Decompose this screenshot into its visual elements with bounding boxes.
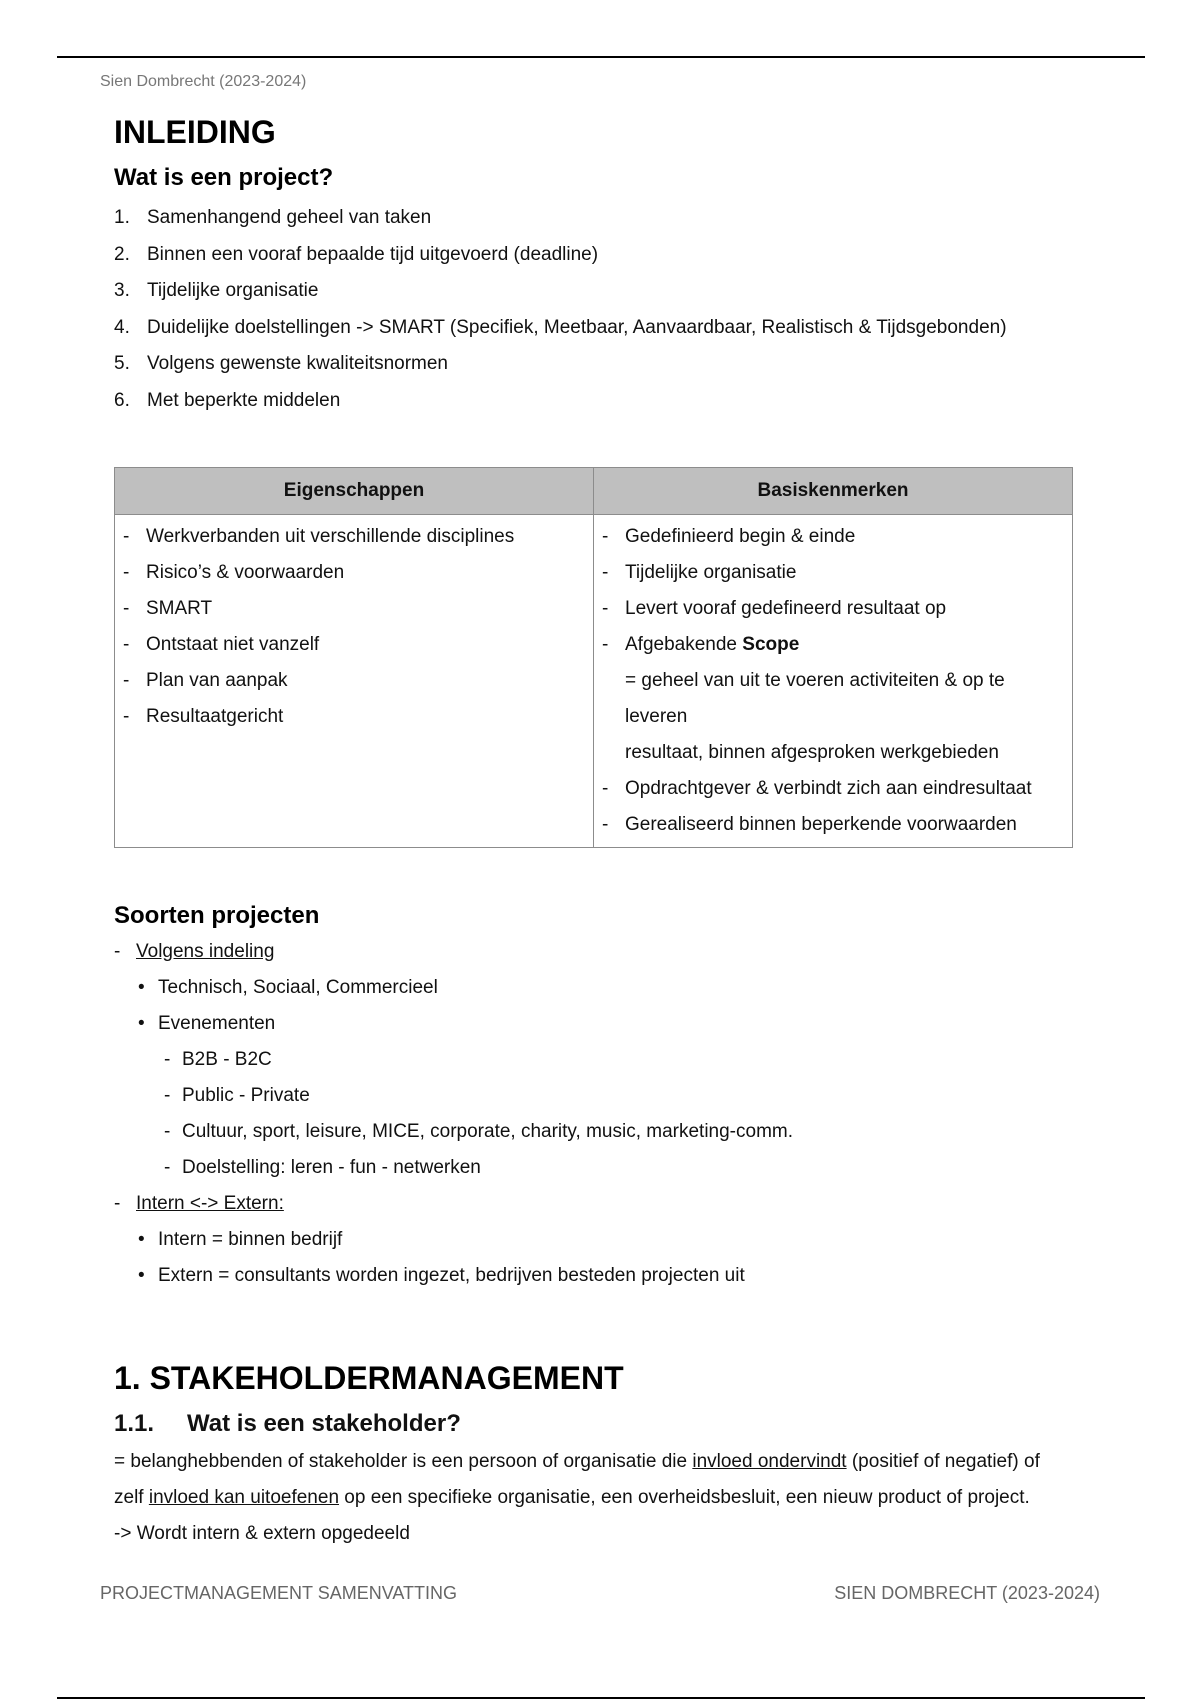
- list-item: - Volgens indeling: [114, 934, 1074, 970]
- list-item: - SMART: [123, 591, 587, 627]
- list-item: - Werkverbanden uit verschillende disciplines: [123, 519, 587, 555]
- basiskenmerken-cell: [594, 515, 1073, 848]
- footer-author: SIEN DOMBRECHT (2023-2024): [834, 1583, 1100, 1603]
- list-item: - Gedefinieerd begin & einde: [602, 519, 1066, 555]
- stakeholder-definition: = belanghebbenden of stakeholder is een persoon of organisatie die invloed ondervindt (positief of negatief) of zelf invloed kan uitoefenen op een specifieke organisatie, een overheidsbesluit, een nieuw product of project.: [114, 1451, 1040, 1508]
- stakeholder-note: -> Wordt intern & extern opgedeeld: [114, 1523, 410, 1544]
- list-item: - Tijdelijke organisatie: [602, 555, 1066, 591]
- section-title-stakeholdermanagement: 1. STAKEHOLDERMANAGEMENT: [114, 1360, 624, 1396]
- list-item: - Opdrachtgever & verbindt zich aan eindresultaat: [602, 771, 1066, 807]
- document-body: [114, 108, 1074, 1552]
- list-item: - Doelstelling: leren - fun - netwerken: [114, 1150, 1074, 1186]
- list-item: - Intern <-> Extern:: [114, 1186, 1074, 1222]
- list-item: • Evenementen: [114, 1006, 1074, 1042]
- list-item: • Technisch, Sociaal, Commercieel: [114, 970, 1074, 1006]
- subtitle-wat-is-een-stakeholder: 1.1. Wat is een stakeholder?: [114, 1410, 461, 1437]
- list-item: - Resultaatgericht: [123, 699, 587, 735]
- project-definition-list: [114, 200, 1074, 419]
- list-item: 6. Met beperkte middelen: [114, 389, 341, 411]
- list-item: - Cultuur, sport, leisure, MICE, corporate, charity, music, marketing-comm.: [114, 1114, 1074, 1150]
- list-item: 5. Volgens gewenste kwaliteitsnormen: [114, 353, 449, 374]
- list-item: - Gerealiseerd binnen beperkende voorwaarden: [602, 807, 1066, 843]
- list-item: - Afgebakende Scope: [602, 627, 1066, 663]
- top-rule: [57, 56, 1145, 58]
- subtitle-soorten-projecten: Soorten projecten: [114, 902, 320, 929]
- properties-table: [114, 467, 1073, 848]
- eigenschappen-cell: [115, 515, 594, 848]
- list-item: - B2B - B2C: [114, 1042, 1074, 1078]
- soorten-projecten-section: [114, 898, 1074, 1294]
- table-header-basiskenmerken: Basiskenmerken: [594, 468, 1073, 515]
- list-item: 1. Samenhangend geheel van taken: [114, 207, 432, 228]
- table-header-eigenschappen: Eigenschappen: [115, 468, 594, 515]
- list-item: 2. Binnen een vooraf bepaalde tijd uitgevoerd (deadline): [114, 243, 599, 265]
- footer-title: PROJECTMANAGEMENT SAMENVATTING: [100, 1583, 458, 1603]
- subtitle-wat-is-een-project: Wat is een project?: [114, 164, 334, 191]
- list-item: - Plan van aanpak: [123, 663, 587, 699]
- scope-definition-line: = geheel van uit te voeren activiteiten & op te leveren: [625, 670, 1005, 727]
- list-item: • Extern = consultants worden ingezet, bedrijven besteden projecten uit: [114, 1258, 1074, 1294]
- scope-definition-line: resultaat, binnen afgesproken werkgebieden: [625, 742, 999, 763]
- list-item: 4. Duidelijke doelstellingen -> SMART (Specifiek, Meetbaar, Aanvaardbaar, Realistisch & Tijdsgebonden): [114, 316, 1007, 338]
- list-item: 3. Tijdelijke organisatie: [114, 280, 319, 301]
- list-item: - Levert vooraf gedefineerd resultaat op: [602, 591, 1066, 627]
- stakeholdermanagement-section: [114, 1354, 1074, 1552]
- list-item: - Ontstaat niet vanzelf: [123, 627, 587, 663]
- header-author: Sien Dombrecht (2023-2024): [100, 73, 307, 90]
- bottom-rule: [57, 1697, 1145, 1699]
- list-item: - Public - Private: [114, 1078, 1074, 1114]
- soorten-list: [114, 934, 1074, 1294]
- section-title-inleiding: INLEIDING: [114, 114, 276, 150]
- list-item: • Intern = binnen bedrijf: [114, 1222, 1074, 1258]
- list-item: - Risico’s & voorwaarden: [123, 555, 587, 591]
